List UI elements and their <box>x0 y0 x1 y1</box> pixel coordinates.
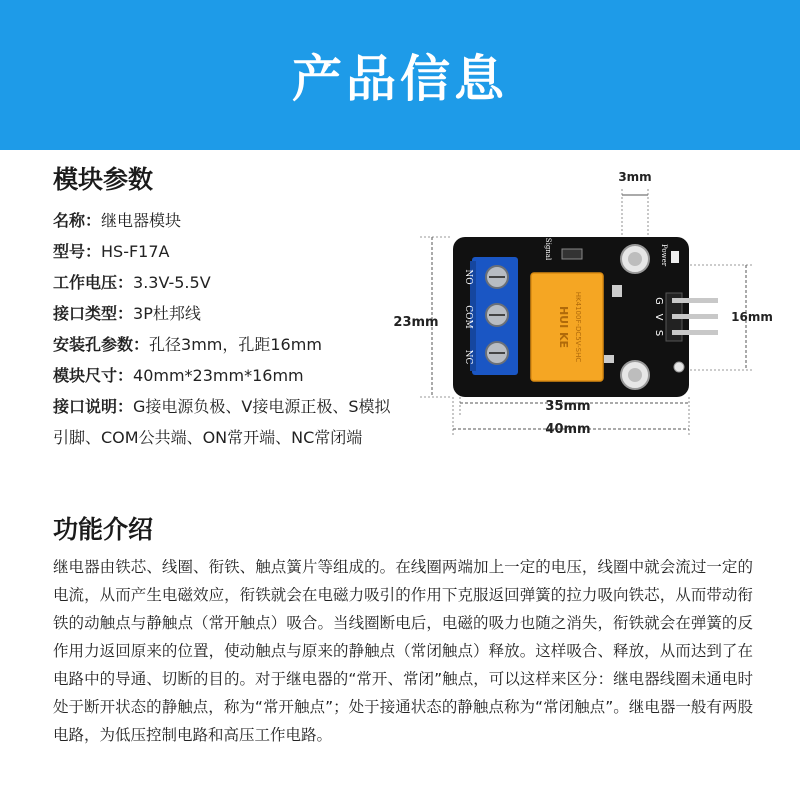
param-interface-desc: 接口说明：G接电源负极、V接电源正极、S模拟引脚、COM公共端、ON常开端、NC常闭端 <box>53 397 391 447</box>
param-size: 模块尺寸：40mm*23mm*16mm <box>53 366 304 385</box>
terminal-label-no: NO <box>463 269 473 285</box>
function-intro-heading: 功能介绍 <box>53 510 153 546</box>
height-label: 23mm <box>393 315 439 330</box>
hole-spacing-label: 35mm <box>545 399 591 414</box>
terminal-label-com: COM <box>463 305 473 329</box>
param-mount-hole: 安装孔参数：孔径3mm，孔距16mm <box>53 335 322 354</box>
width-label: 40mm <box>545 422 591 437</box>
pin-label-g: G <box>653 297 664 305</box>
pin-spacing-label: 16mm <box>731 310 773 324</box>
module-params-list <box>53 205 393 453</box>
smd-component <box>612 285 622 297</box>
pin-label-v: V <box>653 313 664 321</box>
power-led <box>671 251 679 263</box>
relay-model: HK4100F-DC5V-SHC <box>574 291 582 363</box>
header-banner <box>0 0 800 150</box>
param-name: 名称：继电器模块 <box>53 211 182 230</box>
relay-module-diagram <box>390 165 790 445</box>
terminal-screws <box>486 266 508 364</box>
signal-label: Signal <box>544 237 552 261</box>
function-intro-text: 继电器由铁芯、线圈、衔铁、触点簧片等组成的。在线圈两端加上一定的电压，线圈中就会流过一定的电流，从而产生电磁效应，衔铁就会在电磁力吸引的作用下克服返回弹簧的拉力吸向铁芯，从而带动衔铁的动触点与静触点（常开触点）吸合。当线圈断电后，电磁的吸力也随之消失，衔铁就会在弹簧的反作用力返回原来的位置，使动触点与原来的静触点（常闭触点）释放。这样吸合、释放，从而达到了在电路中的导通、切断的目的。对于继电器的“常开、常闭”触点，可以这样来区分：继电器线圈未通电时处于断开状态的静触点，称为“常开触点”；处于接通状态的静触点称为“常闭触点”。继电器一般有两股电路，为低压控制电路和高压工作电路。 <box>53 558 753 744</box>
param-voltage: 工作电压：3.3V-5.5V <box>53 273 211 292</box>
page-title: 产品信息 <box>292 50 508 108</box>
param-model: 型号：HS-F17A <box>53 242 170 261</box>
param-interface-type: 接口类型：3P杜邦线 <box>53 304 201 323</box>
transistor <box>562 249 582 259</box>
hole-size-label: 3mm <box>618 170 652 184</box>
relay-brand: HUI KE <box>557 305 570 349</box>
power-label: Power <box>660 243 668 267</box>
pin-label-s: S <box>653 329 664 337</box>
module-params-heading: 模块参数 <box>53 160 153 196</box>
terminal-label-nc: NC <box>463 349 473 365</box>
